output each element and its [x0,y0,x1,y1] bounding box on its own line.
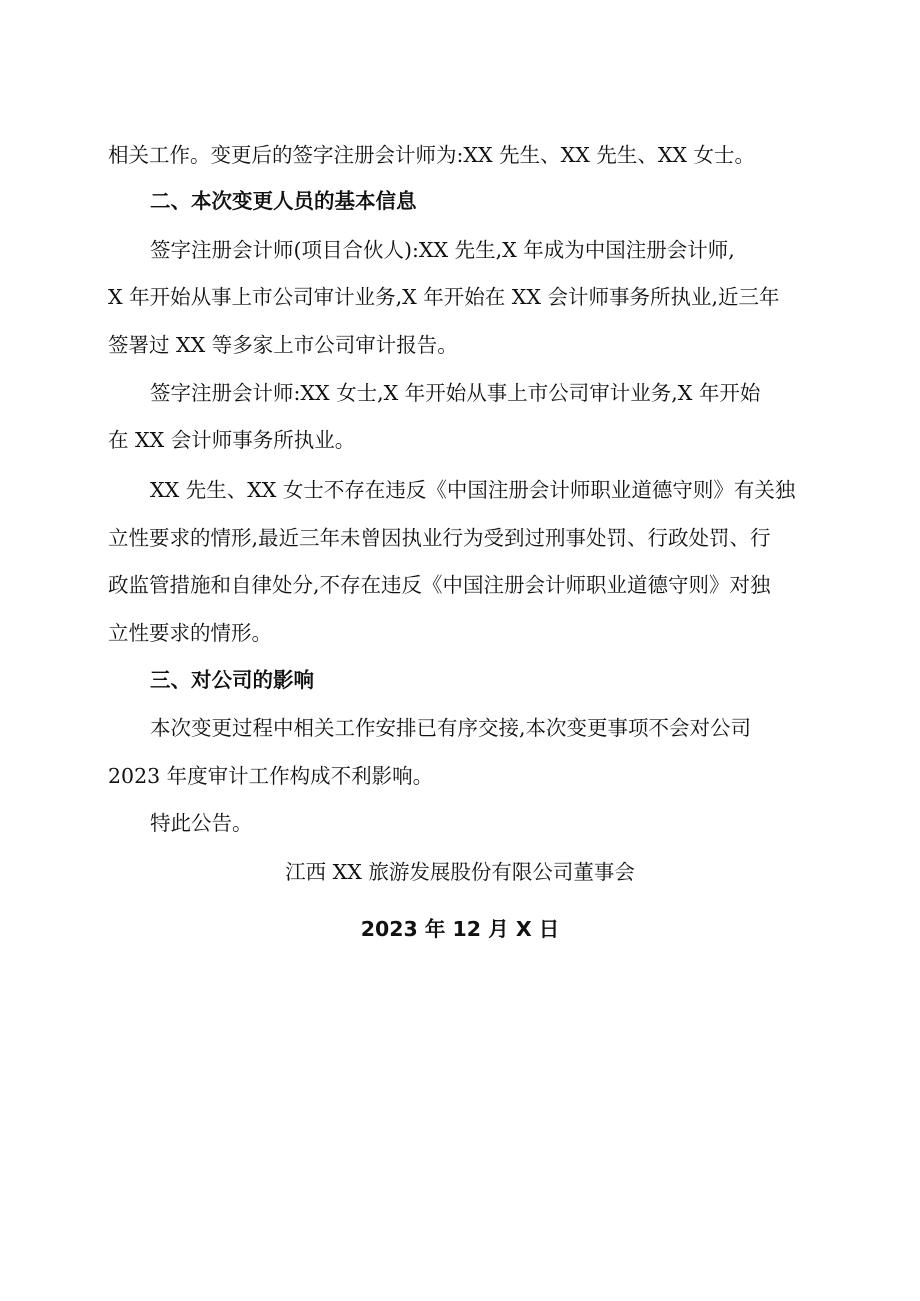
paragraph-line: 签字注册会计师(项目合伙人):XX 先生,X 年成为中国注册会计师, [150,238,735,262]
paragraph-line: 立性要求的情形,最近三年未曾因执业行为受到过刑事处罚、行政处罚、行 [108,526,771,550]
paragraph-line: X 年开始从事上市公司审计业务,X 年开始在 XX 会计师事务所执业,近三年 [108,285,780,309]
date-line: 2023 年 12 月 X 日 [360,917,560,941]
paragraph-line: 2023 年度审计工作构成不利影响。 [108,764,434,788]
paragraph-line: 签字注册会计师:XX 女士,X 年开始从事上市公司审计业务,X 年开始 [150,381,761,405]
paragraph-line: 本次变更过程中相关工作安排已有序交接,本次变更事项不会对公司 [150,716,752,740]
paragraph-line: 相关工作。变更后的签字注册会计师为:XX 先生、XX 先生、XX 女士。 [108,143,756,167]
closing-line: 特此公告。 [150,811,253,835]
section-heading-2: 二、本次变更人员的基本信息 [150,189,417,213]
paragraph-line: 政监管措施和自律处分,不存在违反《中国注册会计师职业道德守则》对独 [108,573,771,597]
section-heading-3: 三、对公司的影响 [150,668,314,692]
signature-line: 江西 XX 旅游发展股份有限公司董事会 [285,860,635,884]
paragraph-line: 立性要求的情形。 [108,621,272,645]
paragraph-line: XX 先生、XX 女士不存在违反《中国注册会计师职业道德守则》有关独 [150,478,796,502]
paragraph-line: 签署过 XX 等多家上市公司审计报告。 [108,333,458,357]
paragraph-line: 在 XX 会计师事务所执业。 [108,428,356,452]
